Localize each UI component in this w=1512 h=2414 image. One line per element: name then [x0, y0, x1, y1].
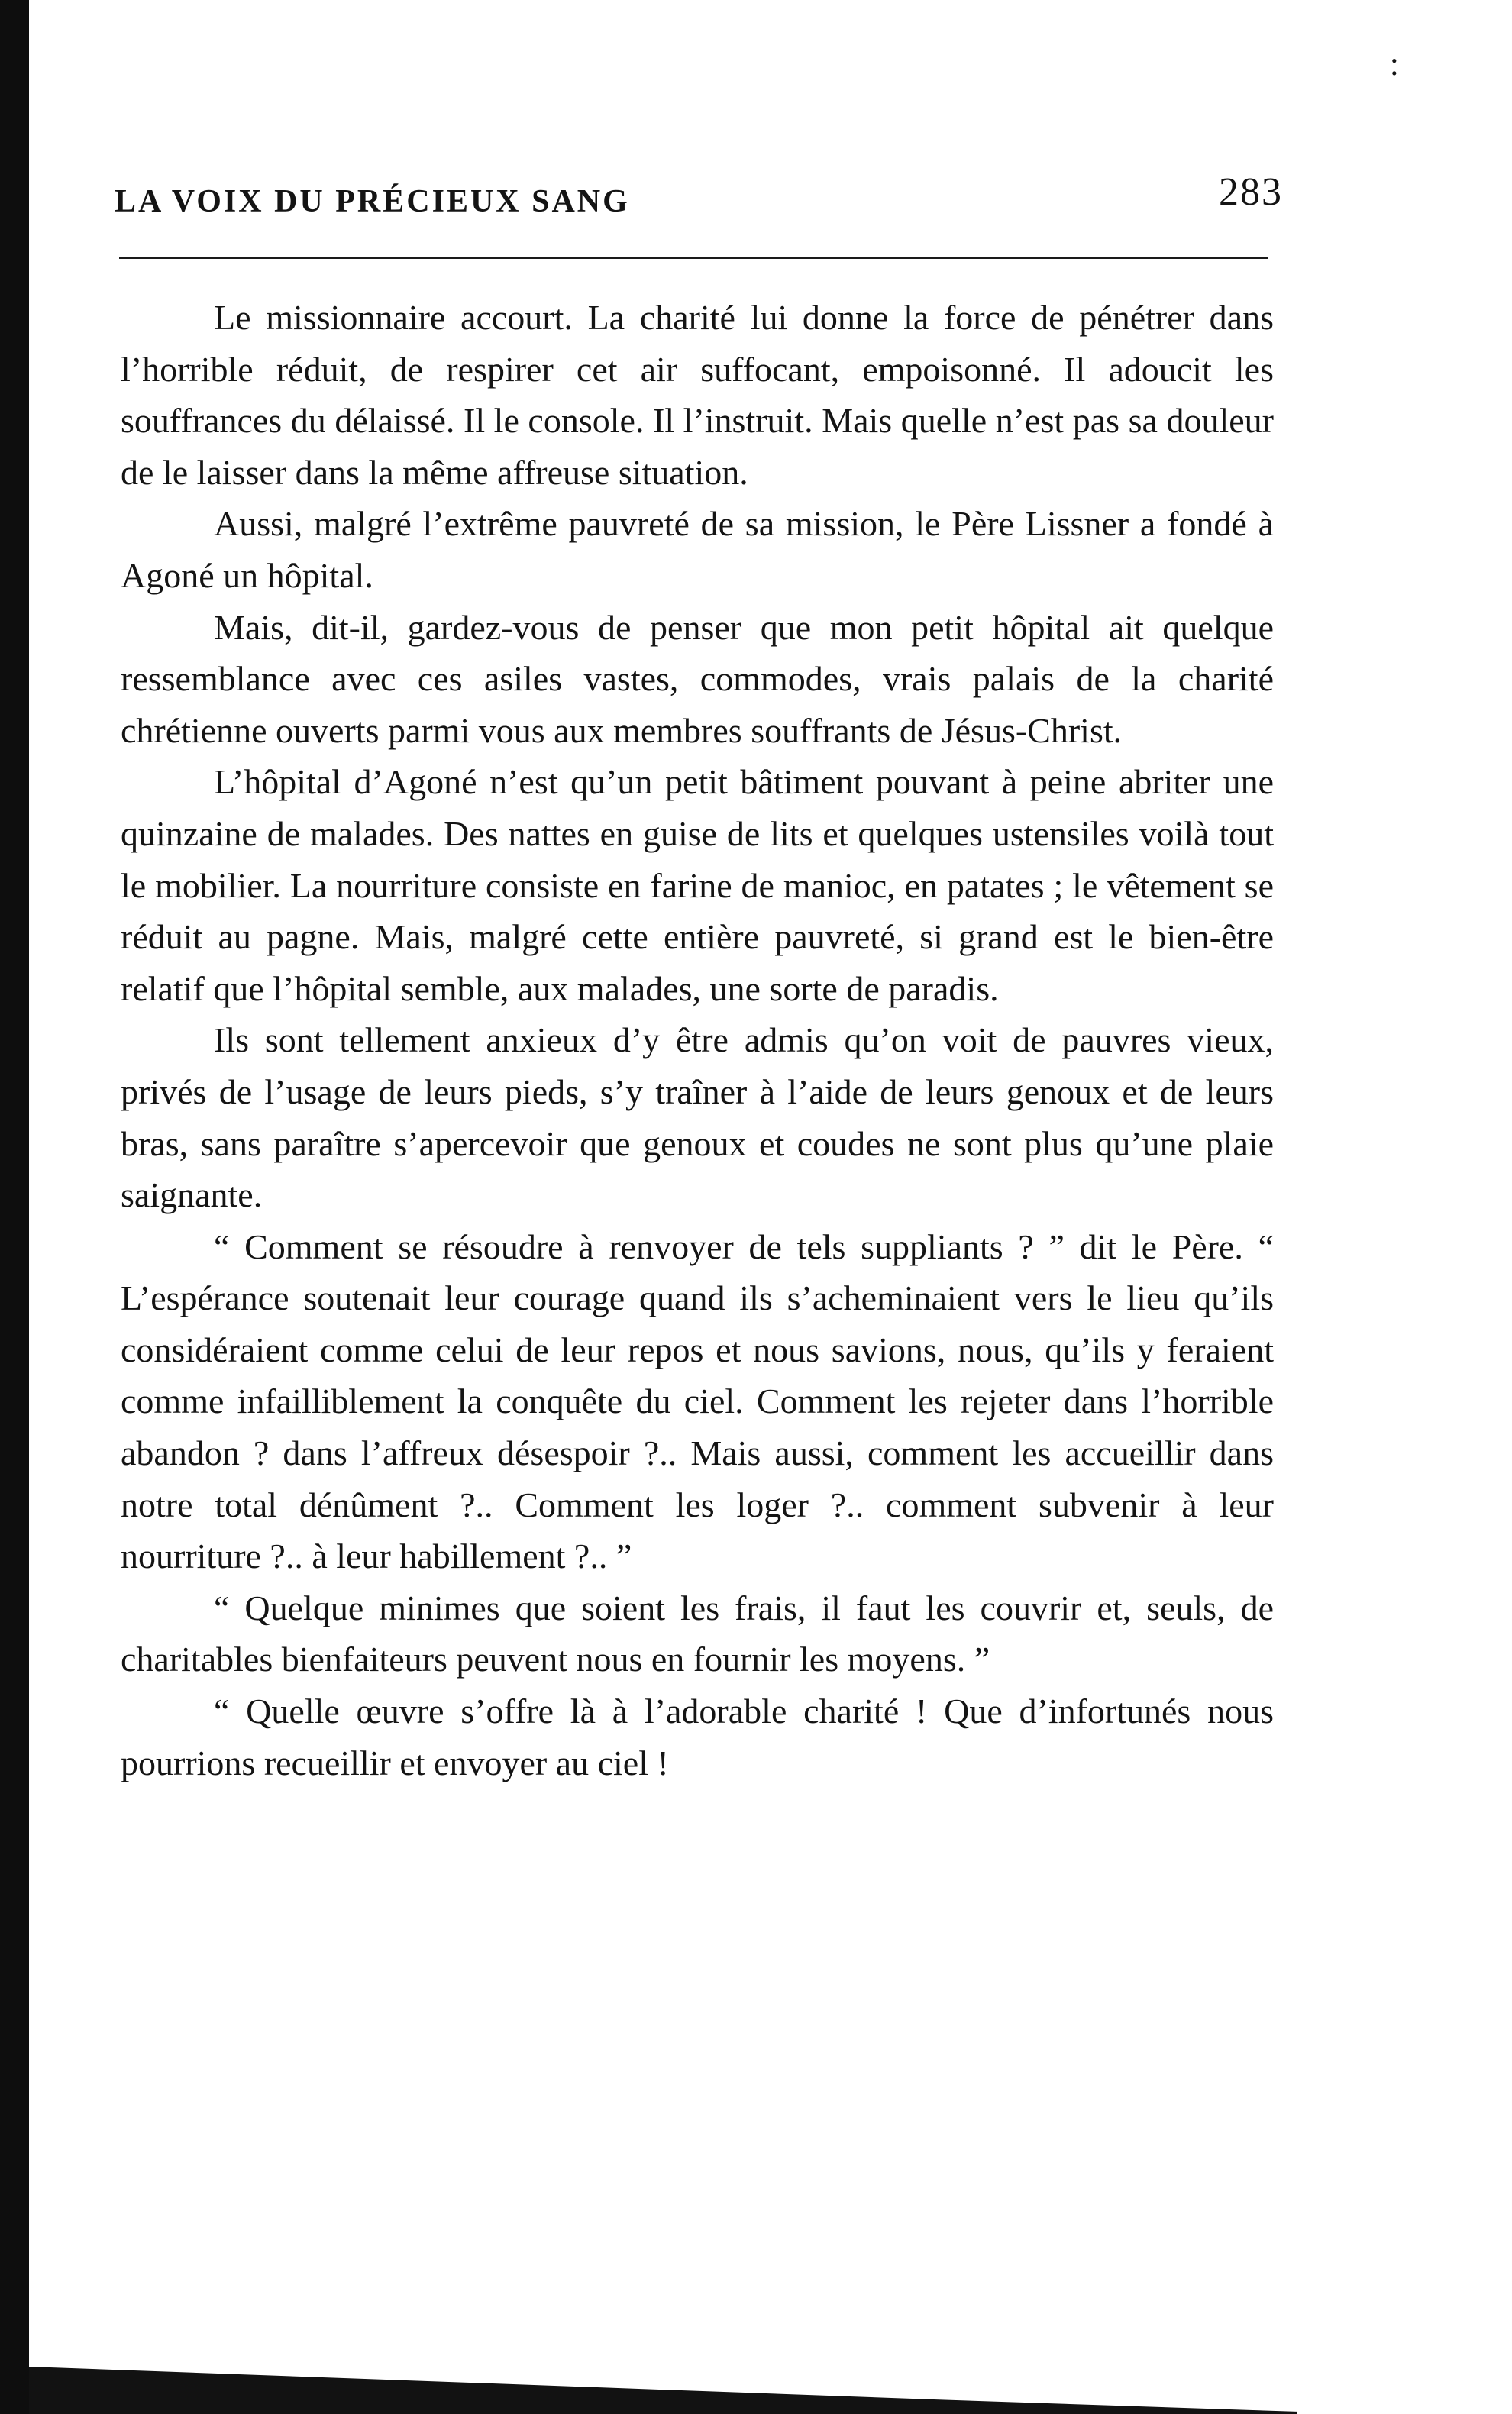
paragraph: Mais, dit-il, gardez-vous de penser que mon petit hôpital ait quelque ressemblance avec ces asiles vastes, commodes, vrais palais de la charité chrétienne ouverts parmi vous aux membres souffrants de Jésus-Christ.: [121, 607, 1274, 750]
paragraph: Ils sont tellement anxieux d’y être admis qu’on voit de pauvres vieux, privés de l’usage de leurs pieds, s’y traîner à l’aide de leurs genoux et de leurs bras, sans paraître s’apercevoir que genoux et coudes ne sont plus qu’une plaie saignante.: [121, 1020, 1274, 1215]
body-text: [121, 292, 1274, 1789]
scan-bottom-edge: [29, 2367, 1297, 2414]
running-head: [115, 170, 1283, 238]
paragraph: Aussi, malgré l’extrême pauvreté de sa mission, le Père Lissner a fondé à Agoné un hôpital.: [121, 504, 1274, 595]
header-rule: [119, 257, 1268, 259]
page-number: 283: [1219, 170, 1283, 214]
paragraph: “ Quelle œuvre s’offre là à l’adorable charité ! Que d’infortunés nous pourrions recueillir et envoyer au ciel !: [121, 1692, 1274, 1782]
scan-binding-edge: [0, 0, 29, 2414]
paragraph: Le missionnaire accourt. La charité lui donne la force de pénétrer dans l’horrible réduit, de respirer cet air suffocant, empoisonné. Il adoucit les souffrances du délaissé. Il le console. Il l’instruit. Mais quelle n’est pas sa douleur de le laisser dans la même affreuse situation.: [121, 298, 1274, 492]
running-title: LA VOIX DU PRÉCIEUX SANG: [115, 184, 630, 219]
paragraph: “ Quelque minimes que soient les frais, il faut les couvrir et, seuls, de charitables bienfaiteurs peuvent nous en fournir les moyens. ”: [121, 1588, 1274, 1679]
paragraph: L’hôpital d’Agoné n’est qu’un petit bâtiment pouvant à peine abriter une quinzaine de malades. Des nattes en guise de lits et quelques ustensiles voilà tout le mobilier. La nourriture consiste en farine de manioc, en patates ; le vêtement se réduit au pagne. Mais, malgré cette entière pauvreté, si grand est le bien-être relatif que l’hôpital semble, aux malades, une sorte de paradis.: [121, 762, 1274, 1008]
margin-mark: :: [1389, 45, 1399, 82]
paragraph: “ Comment se résoudre à renvoyer de tels suppliants ? ” dit le Père. “ L’espérance soutenait leur courage quand ils s’acheminaient vers le lieu qu’ils considéraient comme celui de leur repos et nous savions, nous, qu’ils y feraient comme infailliblement la conquête du ciel. Comment les rejeter dans l’horrible abandon ? dans l’affreux désespoir ?.. Mais aussi, comment les accueillir dans notre total dénûment ?.. Comment les loger ?.. comment subvenir à leur nourriture ?.. à leur habillement ?.. ”: [121, 1226, 1274, 1576]
